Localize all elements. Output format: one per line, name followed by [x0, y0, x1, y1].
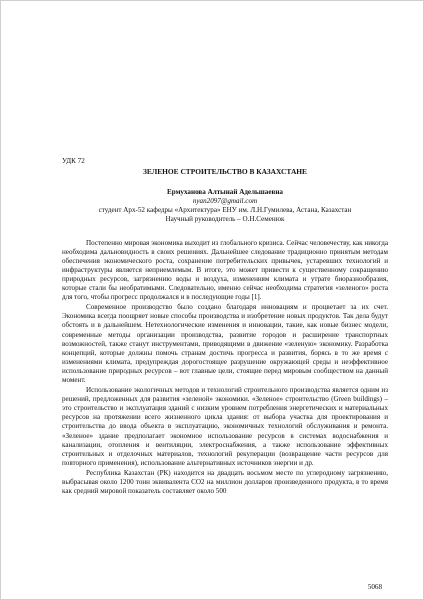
- article-title: ЗЕЛЕНОЕ СТРОИТЕЛЬСТВО В КАЗАХСТАНЕ: [143, 167, 307, 177]
- paragraph-1: Постепенно мировая экономика выходит из глобального кризиса. Сейчас человечеству, как никогда необходима дальновидность в своих решениях. Дальнейшее следование традиционно принятым методам обеспечения экономического роста, сохранение потребительских привычек, устаревших технологий и инфраструктуры является неприемлемым. В итоге, это может привести к существенному сокращению природных ресурсов, загрязнению воды и воздуха, изменениям климата и утрате биоразнообразия, которые стали бы необратимыми. Следовательно, именно сейчас необходима стратегия «зеленого» роста для того, чтобы прогресс продолжался и в последующие годы [1].: [62, 238, 388, 302]
- paragraph-2: Современное производство было создано благодаря инновациям и процветает за их счет. Экономика всегда поощряет новые способы производства и изобретение новых продуктов. Так дела будут обстоять и в дальнейшем. Нетехнологические изменения и инновации, такие, как новые бизнес модели, современные методы организации производства, развитие городов и расширение транспортных возможностей, также станут инструментами, приводящими в движение «зеленую» экономику. Разработка концепций, которые должны помочь странам достичь прогресса и развития, борясь в то же время с изменениями климата, предупреждая дорогостоящее разрушение окружающей среды и неэффективное использование природных ресурсов – вот главные цели, стоящие перед мировым сообществом на данный момент.: [62, 303, 388, 384]
- paragraph-3: Использование экологичных методов и технологий строительного производства является одним из решений, предложенных для развития «зеленой» экономики. «Зеленое» строительство (Green buildings) – это строительство и эксплуатация зданий с низким уровнем потребления энергетических и материальных ресурсов на протяжении всего жизненного цикла здания: от выбора участка для проектирования и строительства до ввода объекта в эксплуатацию, экономичных технологий обслуживания и ремонта. «Зеленое» здание предполагает экономное использование ресурсов в системах водоснабжения и канализации, отопления и вентиляции, электроснабжения, а также использование эффективных строительных и отделочных материалов, технологий рекуперации (возвращение части ресурсов для повторного применения), использование альтернативных источников энергии и др.: [62, 386, 388, 467]
- author-affiliation: студент Арх-52 кафедры «Архитектура» ЕНУ им. Л.Н.Гумилева, Астана, Казахстан: [98, 206, 352, 215]
- article-body: [62, 157, 388, 497]
- author-name: Ермуханова Алтынай Адельшаевна: [167, 188, 283, 197]
- scientific-supervisor: Научный руководитель – О.Н.Семенюк: [165, 215, 285, 224]
- author-email[interactable]: nyan2097@gmail.com: [192, 197, 258, 206]
- page-number: 5068: [367, 583, 382, 591]
- udk-code: УДК 72: [62, 157, 85, 165]
- paragraph-4: Республика Казахстан (РК) находится на двадцать восьмом месте по углеродному загрязнению, выбрасывая около 1200 тонн эквивалента CO2 на миллион долларов произведенного продукта, в то время как средний мировой показатель составляет около 500: [62, 468, 388, 496]
